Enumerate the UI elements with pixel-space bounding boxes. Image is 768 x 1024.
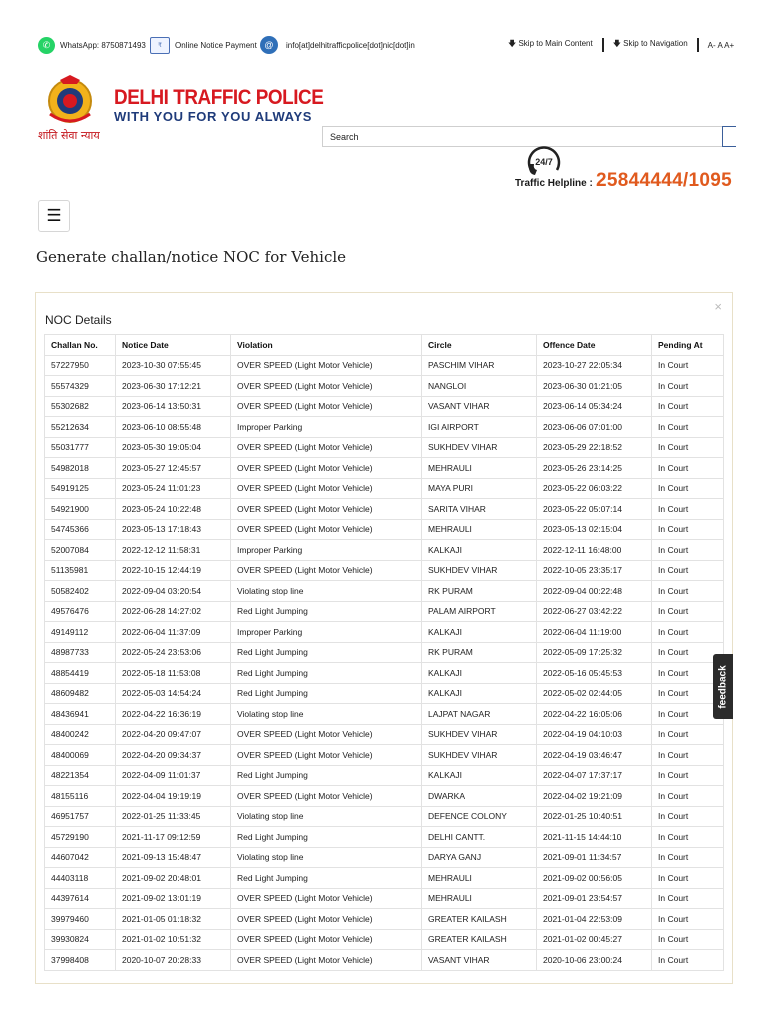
cell-challan-no: 54921900: [45, 499, 116, 520]
search-input[interactable]: Search: [322, 126, 732, 147]
utility-bar: [38, 34, 768, 56]
cell-offence-date: 2023-06-06 07:01:00: [537, 417, 652, 438]
cell-circle: MEHRAULI: [422, 888, 537, 909]
cell-pending-at: In Court: [652, 458, 724, 479]
cell-pending-at: In Court: [652, 663, 724, 684]
cell-pending-at: In Court: [652, 786, 724, 807]
brand-logo[interactable]: [38, 72, 324, 152]
cell-offence-date: 2022-01-25 10:40:51: [537, 806, 652, 827]
cell-challan-no: 44607042: [45, 847, 116, 868]
cell-challan-no: 48221354: [45, 765, 116, 786]
divider: [602, 38, 604, 52]
payment-icon: ₹: [150, 37, 170, 54]
cell-pending-at: In Court: [652, 519, 724, 540]
cell-notice-date: 2023-06-10 08:55:48: [116, 417, 231, 438]
cell-violation: Improper Parking: [231, 540, 422, 561]
noc-title: NOC Details: [45, 313, 112, 327]
table-row: [45, 745, 724, 766]
table-row: [45, 499, 724, 520]
cell-offence-date: 2023-05-13 02:15:04: [537, 519, 652, 540]
cell-pending-at: In Court: [652, 355, 724, 376]
cell-offence-date: 2022-04-19 03:46:47: [537, 745, 652, 766]
feedback-tab[interactable]: [713, 654, 733, 719]
cell-challan-no: 48436941: [45, 704, 116, 725]
divider: [697, 38, 699, 52]
table-row: [45, 396, 724, 417]
table-row: [45, 376, 724, 397]
cell-offence-date: 2023-10-27 22:05:34: [537, 355, 652, 376]
email-icon: @: [260, 36, 278, 54]
cell-violation: OVER SPEED (Light Motor Vehicle): [231, 499, 422, 520]
cell-challan-no: 44403118: [45, 868, 116, 889]
email-address: info[at]delhitrafficpolice[dot]nic[dot]in: [286, 40, 415, 50]
cell-offence-date: 2021-09-01 23:54:57: [537, 888, 652, 909]
table-row: [45, 458, 724, 479]
cell-notice-date: 2022-05-24 23:53:06: [116, 642, 231, 663]
cell-circle: VASANT VIHAR: [422, 950, 537, 971]
cell-circle: SUKHDEV VIHAR: [422, 745, 537, 766]
cell-challan-no: 37998408: [45, 950, 116, 971]
table-row: [45, 642, 724, 663]
table-row: [45, 806, 724, 827]
cell-offence-date: 2022-09-04 00:22:48: [537, 581, 652, 602]
cell-violation: Red Light Jumping: [231, 642, 422, 663]
table-row: [45, 601, 724, 622]
cell-challan-no: 52007084: [45, 540, 116, 561]
table-row: [45, 417, 724, 438]
cell-notice-date: 2022-04-04 19:19:19: [116, 786, 231, 807]
cell-circle: RK PURAM: [422, 642, 537, 663]
table-row: [45, 519, 724, 540]
cell-violation: Violating stop line: [231, 581, 422, 602]
cell-violation: Red Light Jumping: [231, 868, 422, 889]
cell-offence-date: 2022-05-09 17:25:32: [537, 642, 652, 663]
table-row: [45, 540, 724, 561]
online-payment-label: Online Notice Payment: [175, 40, 257, 50]
cell-pending-at: In Court: [652, 683, 724, 704]
cell-pending-at: In Court: [652, 888, 724, 909]
column-header-notice-date: Notice Date: [116, 335, 231, 356]
font-size-controls[interactable]: A- A A+: [707, 40, 735, 50]
skip-nav-label: Skip to Navigation: [623, 39, 688, 48]
cell-notice-date: 2023-05-24 11:01:23: [116, 478, 231, 499]
whatsapp-icon: ✆: [38, 37, 55, 54]
cell-notice-date: 2023-06-30 17:12:21: [116, 376, 231, 397]
table-row: [45, 724, 724, 745]
cell-pending-at: In Court: [652, 827, 724, 848]
cell-challan-no: 55212634: [45, 417, 116, 438]
table-row: [45, 765, 724, 786]
whatsapp-link[interactable]: [38, 34, 146, 56]
table-row: [45, 581, 724, 602]
cell-circle: KALKAJI: [422, 765, 537, 786]
cell-challan-no: 55574329: [45, 376, 116, 397]
search-button[interactable]: [722, 126, 736, 147]
cell-challan-no: 39930824: [45, 929, 116, 950]
cell-notice-date: 2022-06-04 11:37:09: [116, 622, 231, 643]
cell-notice-date: 2021-01-05 01:18:32: [116, 909, 231, 930]
cell-violation: Improper Parking: [231, 417, 422, 438]
cell-offence-date: 2022-04-19 04:10:03: [537, 724, 652, 745]
cell-violation: OVER SPEED (Light Motor Vehicle): [231, 745, 422, 766]
cell-violation: Violating stop line: [231, 704, 422, 725]
cell-pending-at: In Court: [652, 499, 724, 520]
cell-circle: LAJPAT NAGAR: [422, 704, 537, 725]
cell-violation: Red Light Jumping: [231, 765, 422, 786]
cell-challan-no: 44397614: [45, 888, 116, 909]
table-row: [45, 355, 724, 376]
cell-circle: GREATER KAILASH: [422, 929, 537, 950]
table-row: [45, 663, 724, 684]
cell-pending-at: In Court: [652, 560, 724, 581]
cell-violation: OVER SPEED (Light Motor Vehicle): [231, 396, 422, 417]
cell-offence-date: 2022-10-05 23:35:17: [537, 560, 652, 581]
table-body: [45, 355, 724, 970]
cell-challan-no: 57227950: [45, 355, 116, 376]
brand-title: DELHI TRAFFIC POLICE: [114, 86, 324, 109]
cell-challan-no: 49149112: [45, 622, 116, 643]
cell-notice-date: 2023-05-27 12:45:57: [116, 458, 231, 479]
cell-violation: Red Light Jumping: [231, 663, 422, 684]
cell-circle: DARYA GANJ: [422, 847, 537, 868]
skip-nav-link[interactable]: 🡇 Skip to Navigation: [612, 39, 688, 48]
helpline-label: Traffic Helpline :: [515, 178, 593, 189]
cell-notice-date: 2022-01-25 11:33:45: [116, 806, 231, 827]
cell-challan-no: 39979460: [45, 909, 116, 930]
cell-offence-date: 2021-01-04 22:53:09: [537, 909, 652, 930]
cell-violation: OVER SPEED (Light Motor Vehicle): [231, 355, 422, 376]
cell-pending-at: In Court: [652, 376, 724, 397]
cell-pending-at: In Court: [652, 868, 724, 889]
cell-circle: KALKAJI: [422, 683, 537, 704]
cell-challan-no: 48155116: [45, 786, 116, 807]
column-header-violation: Violation: [231, 335, 422, 356]
police-emblem-icon: [44, 74, 96, 126]
brand-motto: शांति सेवा न्याय: [38, 129, 100, 142]
cell-challan-no: 46951757: [45, 806, 116, 827]
cell-notice-date: 2021-01-02 10:51:32: [116, 929, 231, 950]
cell-notice-date: 2021-09-02 13:01:19: [116, 888, 231, 909]
cell-notice-date: 2021-09-13 15:48:47: [116, 847, 231, 868]
helpline-number[interactable]: 25844444/1095: [596, 170, 732, 191]
helpline-badge: 24/7: [535, 157, 553, 167]
table-row: [45, 786, 724, 807]
cell-offence-date: 2022-06-04 11:19:00: [537, 622, 652, 643]
helpline-24x7-icon: [525, 144, 563, 178]
cell-notice-date: 2022-05-03 14:54:24: [116, 683, 231, 704]
cell-offence-date: 2020-10-06 23:00:24: [537, 950, 652, 971]
brand-tagline: WITH YOU FOR YOU ALWAYS: [114, 109, 312, 124]
cell-violation: OVER SPEED (Light Motor Vehicle): [231, 786, 422, 807]
cell-circle: KALKAJI: [422, 540, 537, 561]
cell-offence-date: 2022-04-07 17:37:17: [537, 765, 652, 786]
table-row: [45, 950, 724, 971]
cell-violation: OVER SPEED (Light Motor Vehicle): [231, 888, 422, 909]
column-header-offence-date: Offence Date: [537, 335, 652, 356]
cell-offence-date: 2022-05-16 05:45:53: [537, 663, 652, 684]
skip-main-label: Skip to Main Content: [518, 39, 593, 48]
cell-circle: MEHRAULI: [422, 458, 537, 479]
cell-circle: PASCHIM VIHAR: [422, 355, 537, 376]
cell-circle: GREATER KAILASH: [422, 909, 537, 930]
cell-circle: MEHRAULI: [422, 868, 537, 889]
cell-violation: OVER SPEED (Light Motor Vehicle): [231, 950, 422, 971]
cell-circle: DELHI CANTT.: [422, 827, 537, 848]
cell-challan-no: 54982018: [45, 458, 116, 479]
cell-violation: OVER SPEED (Light Motor Vehicle): [231, 458, 422, 479]
cell-challan-no: 54919125: [45, 478, 116, 499]
cell-notice-date: 2022-06-28 14:27:02: [116, 601, 231, 622]
cell-pending-at: In Court: [652, 540, 724, 561]
cell-notice-date: 2022-10-15 12:44:19: [116, 560, 231, 581]
cell-pending-at: In Court: [652, 745, 724, 766]
table-row: [45, 868, 724, 889]
cell-notice-date: 2023-05-24 10:22:48: [116, 499, 231, 520]
cell-offence-date: 2022-04-02 19:21:09: [537, 786, 652, 807]
cell-challan-no: 50582402: [45, 581, 116, 602]
cell-circle: VASANT VIHAR: [422, 396, 537, 417]
table-row: [45, 847, 724, 868]
cell-pending-at: In Court: [652, 909, 724, 930]
table-row: [45, 929, 724, 950]
cell-violation: Red Light Jumping: [231, 827, 422, 848]
email-link[interactable]: [260, 34, 415, 56]
cell-challan-no: 55031777: [45, 437, 116, 458]
cell-notice-date: 2022-04-20 09:34:37: [116, 745, 231, 766]
cell-challan-no: 48609482: [45, 683, 116, 704]
cell-pending-at: In Court: [652, 581, 724, 602]
cell-pending-at: In Court: [652, 929, 724, 950]
feedback-label: feedback: [717, 664, 729, 709]
cell-offence-date: 2022-05-02 02:44:05: [537, 683, 652, 704]
table-row: [45, 437, 724, 458]
cell-violation: OVER SPEED (Light Motor Vehicle): [231, 376, 422, 397]
cell-offence-date: 2022-06-27 03:42:22: [537, 601, 652, 622]
cell-offence-date: 2021-11-15 14:44:10: [537, 827, 652, 848]
cell-violation: OVER SPEED (Light Motor Vehicle): [231, 560, 422, 581]
cell-violation: OVER SPEED (Light Motor Vehicle): [231, 929, 422, 950]
cell-offence-date: 2021-09-01 11:34:57: [537, 847, 652, 868]
cell-circle: SUKHDEV VIHAR: [422, 437, 537, 458]
cell-circle: NANGLOI: [422, 376, 537, 397]
cell-violation: OVER SPEED (Light Motor Vehicle): [231, 519, 422, 540]
cell-pending-at: In Court: [652, 806, 724, 827]
cell-pending-at: In Court: [652, 622, 724, 643]
column-header-challan-no: Challan No.: [45, 335, 116, 356]
cell-violation: OVER SPEED (Light Motor Vehicle): [231, 724, 422, 745]
table-row: [45, 478, 724, 499]
table-header-row: [45, 335, 724, 356]
cell-violation: OVER SPEED (Light Motor Vehicle): [231, 909, 422, 930]
cell-circle: MEHRAULI: [422, 519, 537, 540]
cell-circle: SUKHDEV VIHAR: [422, 724, 537, 745]
cell-notice-date: 2023-10-30 07:55:45: [116, 355, 231, 376]
cell-challan-no: 48400069: [45, 745, 116, 766]
noc-table: [44, 334, 724, 971]
cell-circle: SUKHDEV VIHAR: [422, 560, 537, 581]
cell-notice-date: 2021-11-17 09:12:59: [116, 827, 231, 848]
cell-challan-no: 55302682: [45, 396, 116, 417]
table-row: [45, 827, 724, 848]
table-row: [45, 622, 724, 643]
close-icon[interactable]: ×: [714, 299, 722, 314]
cell-notice-date: 2023-05-13 17:18:43: [116, 519, 231, 540]
table-row: [45, 909, 724, 930]
cell-pending-at: In Court: [652, 437, 724, 458]
cell-notice-date: 2023-05-30 19:05:04: [116, 437, 231, 458]
cell-violation: OVER SPEED (Light Motor Vehicle): [231, 437, 422, 458]
cell-offence-date: 2023-05-22 05:07:14: [537, 499, 652, 520]
cell-notice-date: 2022-09-04 03:20:54: [116, 581, 231, 602]
cell-offence-date: 2022-04-22 16:05:06: [537, 704, 652, 725]
column-header-circle: Circle: [422, 335, 537, 356]
cell-challan-no: 45729190: [45, 827, 116, 848]
cell-pending-at: In Court: [652, 396, 724, 417]
cell-challan-no: 49576476: [45, 601, 116, 622]
cell-pending-at: In Court: [652, 642, 724, 663]
cell-circle: SARITA VIHAR: [422, 499, 537, 520]
cell-notice-date: 2022-04-09 11:01:37: [116, 765, 231, 786]
cell-violation: Red Light Jumping: [231, 683, 422, 704]
cell-pending-at: In Court: [652, 478, 724, 499]
cell-violation: Violating stop line: [231, 847, 422, 868]
cell-violation: Red Light Jumping: [231, 601, 422, 622]
cell-pending-at: In Court: [652, 601, 724, 622]
cell-notice-date: 2022-04-20 09:47:07: [116, 724, 231, 745]
cell-violation: Improper Parking: [231, 622, 422, 643]
cell-notice-date: 2023-06-14 13:50:31: [116, 396, 231, 417]
cell-offence-date: 2023-06-30 01:21:05: [537, 376, 652, 397]
cell-circle: RK PURAM: [422, 581, 537, 602]
cell-notice-date: 2022-05-18 11:53:08: [116, 663, 231, 684]
hamburger-menu-button[interactable]: [38, 200, 70, 232]
skip-main-link[interactable]: 🡇 Skip to Main Content: [508, 39, 593, 48]
noc-details-panel: [35, 292, 733, 984]
cell-offence-date: 2021-09-02 00:56:05: [537, 868, 652, 889]
cell-circle: KALKAJI: [422, 663, 537, 684]
cell-circle: IGI AIRPORT: [422, 417, 537, 438]
table-row: [45, 704, 724, 725]
cell-challan-no: 48400242: [45, 724, 116, 745]
cell-offence-date: 2023-06-14 05:34:24: [537, 396, 652, 417]
cell-circle: MAYA PURI: [422, 478, 537, 499]
cell-offence-date: 2022-12-11 16:48:00: [537, 540, 652, 561]
page-title: Generate challan/notice NOC for Vehicle: [36, 248, 347, 266]
cell-notice-date: 2020-10-07 20:28:33: [116, 950, 231, 971]
cell-offence-date: 2023-05-29 22:18:52: [537, 437, 652, 458]
hamburger-icon: ☰: [46, 206, 62, 225]
cell-challan-no: 48854419: [45, 663, 116, 684]
cell-pending-at: In Court: [652, 724, 724, 745]
cell-circle: PALAM AIRPORT: [422, 601, 537, 622]
cell-pending-at: In Court: [652, 765, 724, 786]
cell-notice-date: 2022-04-22 16:36:19: [116, 704, 231, 725]
cell-notice-date: 2022-12-12 11:58:31: [116, 540, 231, 561]
cell-offence-date: 2021-01-02 00:45:27: [537, 929, 652, 950]
accessibility-links: [508, 34, 734, 56]
cell-circle: DWARKA: [422, 786, 537, 807]
table-row: [45, 560, 724, 581]
cell-pending-at: In Court: [652, 950, 724, 971]
cell-notice-date: 2021-09-02 20:48:01: [116, 868, 231, 889]
cell-pending-at: In Court: [652, 417, 724, 438]
cell-circle: DEFENCE COLONY: [422, 806, 537, 827]
cell-offence-date: 2023-05-22 06:03:22: [537, 478, 652, 499]
whatsapp-number: WhatsApp: 8750871493: [60, 40, 146, 50]
online-payment-link[interactable]: [150, 34, 257, 56]
table-row: [45, 683, 724, 704]
cell-violation: Violating stop line: [231, 806, 422, 827]
cell-challan-no: 54745366: [45, 519, 116, 540]
cell-pending-at: In Court: [652, 847, 724, 868]
table-row: [45, 888, 724, 909]
cell-violation: OVER SPEED (Light Motor Vehicle): [231, 478, 422, 499]
cell-pending-at: In Court: [652, 704, 724, 725]
cell-offence-date: 2023-05-26 23:14:25: [537, 458, 652, 479]
cell-circle: KALKAJI: [422, 622, 537, 643]
cell-challan-no: 51135981: [45, 560, 116, 581]
cell-challan-no: 48987733: [45, 642, 116, 663]
column-header-pending-at: Pending At: [652, 335, 724, 356]
